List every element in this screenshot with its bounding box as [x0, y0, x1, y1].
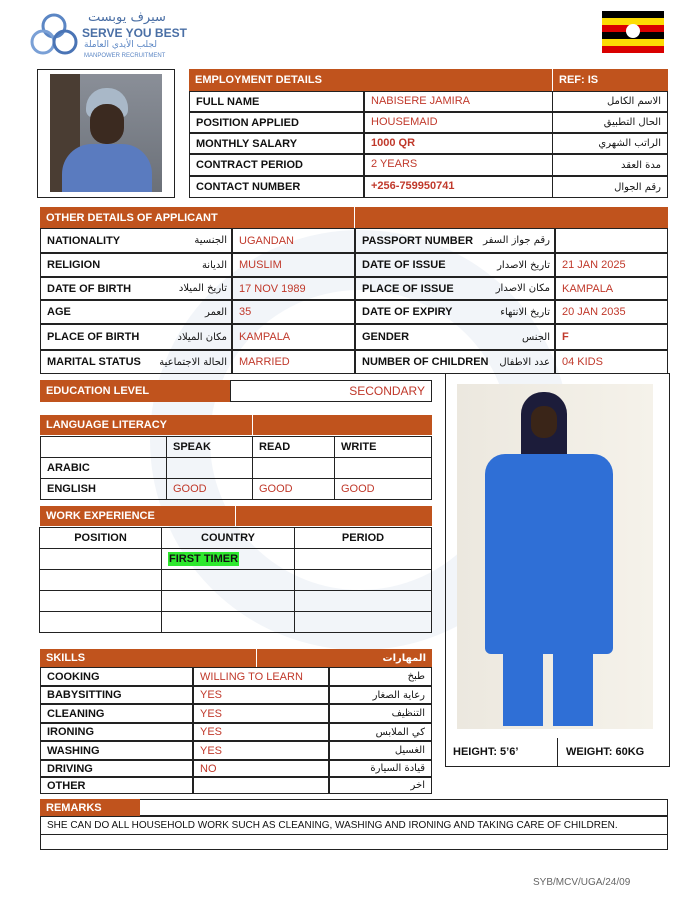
detail-value-cell [232, 277, 355, 300]
detail-arabic-label: مكان الاصدار [495, 283, 550, 294]
detail-label: AGE [47, 306, 71, 318]
skill-value-cell [193, 704, 329, 723]
detail-value-cell [555, 300, 668, 324]
skill-arabic-label: رعاية الصغار [372, 689, 425, 701]
work-row [40, 549, 432, 570]
detail-label-cell [40, 300, 232, 324]
col-speak: SPEAK [167, 437, 253, 458]
skill-label: WASHING [47, 744, 100, 757]
weight-stat: WEIGHT: 60KG [566, 746, 645, 758]
skill-label: CLEANING [47, 707, 105, 720]
skill-label-cell [40, 760, 193, 777]
detail-value: 20 JAN 2035 [562, 306, 626, 318]
employment-label-cell [189, 154, 364, 176]
employment-arabic-cell [552, 176, 668, 198]
logo-arabic: سيرف يوبست [88, 10, 166, 25]
work-header: WORK EXPERIENCE [40, 506, 235, 526]
skill-value: NO [200, 762, 217, 775]
detail-value-cell [232, 253, 355, 277]
height-stat: HEIGHT: 5’6’ [453, 746, 519, 758]
skill-label-cell [40, 741, 193, 760]
detail-value: 04 KIDS [562, 356, 603, 368]
company-logo [30, 10, 200, 65]
employment-label: POSITION APPLIED [196, 116, 299, 129]
document-code: SYB/MCV/UGA/24/09 [533, 877, 631, 888]
employment-label: CONTRACT PERIOD [196, 159, 303, 171]
skill-arabic-cell [329, 704, 432, 723]
detail-label: DATE OF EXPIRY [362, 306, 453, 318]
col-read: READ [253, 437, 335, 458]
detail-label: DATE OF BIRTH [47, 282, 132, 295]
employment-label: MONTHLY SALARY [196, 137, 298, 150]
skill-arabic-cell [329, 723, 432, 741]
skill-value: YES [200, 689, 223, 701]
skill-arabic-cell [329, 777, 432, 794]
applicant-full-photo [445, 373, 670, 767]
logo-mark-icon [30, 12, 78, 62]
education-label: EDUCATION LEVEL [40, 380, 230, 402]
language-header-right [253, 415, 432, 435]
skill-value: YES [200, 707, 223, 720]
skill-label: IRONING [47, 726, 95, 738]
detail-label-cell [355, 350, 555, 374]
skill-value-cell [193, 667, 329, 686]
col-period: PERIOD [295, 528, 432, 549]
detail-value-cell [232, 300, 355, 324]
employment-label-cell [189, 133, 364, 154]
employment-label-cell [189, 176, 364, 198]
remarks-header-line [140, 799, 668, 816]
detail-label: RELIGION [47, 259, 101, 271]
ref-header: REF: IS [552, 69, 668, 91]
employment-label: CONTACT NUMBER [196, 181, 301, 193]
employment-arabic-label: الحال التطبيق [603, 117, 661, 128]
col-position: POSITION [40, 528, 162, 549]
detail-value-cell [555, 277, 668, 300]
uganda-flag-icon [602, 11, 664, 53]
detail-arabic-label: تاريخ الميلاد [178, 283, 227, 294]
skills-header-arabic: المهارات [257, 649, 432, 667]
logo-sub: MANPOWER RECRUITMENT [84, 53, 166, 59]
language-table [40, 436, 432, 500]
skill-label: BABYSITTING [47, 689, 122, 701]
detail-label-cell [355, 228, 555, 253]
detail-arabic-label: الديانة [201, 259, 227, 271]
remarks-blank-row [40, 835, 668, 850]
detail-label-cell [355, 277, 555, 300]
skill-label-cell [40, 723, 193, 741]
employment-label-cell [189, 112, 364, 133]
detail-value: 17 NOV 1989 [239, 282, 306, 295]
skill-arabic-cell [329, 760, 432, 777]
other-details-header-right [355, 207, 668, 228]
employment-value-cell [364, 176, 553, 198]
skill-label-cell [40, 667, 193, 686]
skills-header: SKILLS [40, 649, 256, 667]
employment-value: NABISERE JAMIRA [371, 95, 471, 107]
detail-label-cell [40, 277, 232, 300]
detail-label-cell [40, 253, 232, 277]
first-timer-highlight: FIRST TIMER [169, 553, 239, 565]
language-row-arabic: ARABIC [41, 458, 432, 479]
employment-arabic-label: مدة العقد [621, 159, 661, 171]
employment-value: 2 YEARS [371, 158, 418, 170]
skill-value-cell [193, 741, 329, 760]
skill-label-cell [40, 777, 193, 794]
detail-value: MARRIED [239, 356, 290, 368]
detail-value: KAMPALA [239, 331, 291, 343]
employment-value: +256-759950741 [371, 180, 455, 192]
employment-value-cell [364, 112, 553, 133]
detail-label: PLACE OF ISSUE [362, 282, 454, 295]
detail-arabic-label: العمر [205, 306, 227, 318]
skill-label: DRIVING [47, 762, 93, 775]
work-header-right [236, 506, 432, 526]
detail-label-cell [40, 350, 232, 374]
employment-arabic-cell [552, 91, 668, 112]
language-row-english: ENGLISH GOOD GOOD GOOD [41, 479, 432, 500]
detail-arabic-label: تاريخ الانتهاء [500, 306, 550, 318]
col-country: COUNTRY [162, 528, 295, 549]
detail-label-cell [355, 324, 555, 350]
detail-value-cell [232, 324, 355, 350]
work-table [39, 527, 432, 633]
employment-arabic-label: الراتب الشهري [598, 138, 661, 149]
remarks-header: REMARKS [40, 799, 140, 816]
employment-value-cell [364, 91, 553, 112]
detail-arabic-label: مكان الميلاد [177, 331, 227, 343]
employment-value: 1000 QR [371, 137, 416, 149]
logo-arabic-sub: لجلب الأيدي العاملة [84, 40, 157, 50]
applicant-headshot [37, 69, 175, 198]
employment-arabic-cell [552, 133, 668, 154]
skill-arabic-label: التنظيف [391, 708, 425, 719]
employment-arabic-cell [552, 112, 668, 133]
skill-arabic-label: الغسيل [394, 745, 425, 756]
detail-label-cell [355, 300, 555, 324]
other-details-header: OTHER DETAILS OF APPLICANT [40, 207, 354, 228]
skill-arabic-cell [329, 686, 432, 704]
employment-label-cell [189, 91, 364, 112]
col-write: WRITE [335, 437, 432, 458]
skill-arabic-label: قيادة السيارة [370, 763, 425, 774]
detail-value: 35 [239, 306, 252, 318]
skill-arabic-label: اخر [410, 780, 425, 791]
detail-label: PLACE OF BIRTH [47, 331, 140, 343]
detail-value-cell [555, 228, 668, 253]
skill-label-cell [40, 704, 193, 723]
skill-value-cell [193, 760, 329, 777]
skill-value: WILLING TO LEARN [200, 670, 303, 683]
detail-arabic-label: رقم جواز السفر [483, 235, 550, 246]
language-header: LANGUAGE LITERACY [40, 415, 252, 435]
detail-arabic-label: الجنسية [194, 235, 227, 246]
work-row [40, 612, 432, 633]
detail-arabic-label: عدد الاطفال [499, 356, 550, 368]
skill-value-cell [193, 777, 329, 794]
detail-label: NUMBER OF CHILDREN [362, 356, 489, 368]
detail-label-cell [40, 324, 232, 350]
detail-label: PASSPORT NUMBER [362, 234, 474, 247]
skill-label-cell [40, 686, 193, 704]
education-value: SECONDARY [230, 380, 432, 402]
remarks-text: SHE CAN DO ALL HOUSEHOLD WORK SUCH AS CLEANING, WASHING AND IRONING AND TAKING CARE OF CHILDREN. [40, 816, 668, 835]
skill-label: OTHER [47, 779, 86, 792]
detail-value-cell [555, 324, 668, 350]
detail-label: NATIONALITY [47, 234, 121, 247]
detail-label-cell [355, 253, 555, 277]
detail-value: MUSLIM [239, 259, 282, 271]
employment-value-cell [364, 154, 553, 176]
detail-arabic-label: الحالة الاجتماعية [159, 356, 227, 368]
skill-value-cell [193, 723, 329, 741]
detail-value-cell [232, 350, 355, 374]
detail-value: 21 JAN 2025 [562, 259, 626, 271]
skill-value: YES [200, 744, 223, 757]
skill-arabic-cell [329, 741, 432, 760]
detail-value: UGANDAN [239, 234, 295, 247]
detail-value: F [562, 331, 569, 343]
employment-value-cell [364, 133, 553, 154]
employment-arabic-cell [552, 154, 668, 176]
employment-label: FULL NAME [196, 95, 260, 108]
detail-value: KAMPALA [562, 282, 614, 295]
skill-arabic-cell [329, 667, 432, 686]
detail-value-cell [555, 350, 668, 374]
detail-label: DATE OF ISSUE [362, 259, 446, 271]
employment-arabic-label: الاسم الكامل [606, 96, 661, 107]
skill-value: YES [200, 726, 223, 738]
detail-value-cell [232, 228, 355, 253]
skill-arabic-label: كي الملابس [375, 726, 425, 738]
skill-arabic-label: طبخ [407, 671, 425, 682]
detail-value-cell [555, 253, 668, 277]
employment-header: EMPLOYMENT DETAILS [189, 69, 552, 91]
skill-value-cell [193, 686, 329, 704]
detail-label: GENDER [362, 331, 410, 343]
work-row [40, 570, 432, 591]
work-row [40, 591, 432, 612]
detail-arabic-label: الجنس [521, 331, 550, 343]
skill-label: COOKING [47, 670, 100, 683]
detail-label: MARITAL STATUS [47, 356, 141, 368]
employment-value: HOUSEMAID [371, 116, 438, 128]
detail-label-cell [40, 228, 232, 253]
logo-name: SERVE YOU BEST [82, 26, 187, 40]
employment-arabic-label: رقم الجوال [614, 181, 661, 193]
detail-arabic-label: تاريخ الاصدار [497, 259, 550, 271]
